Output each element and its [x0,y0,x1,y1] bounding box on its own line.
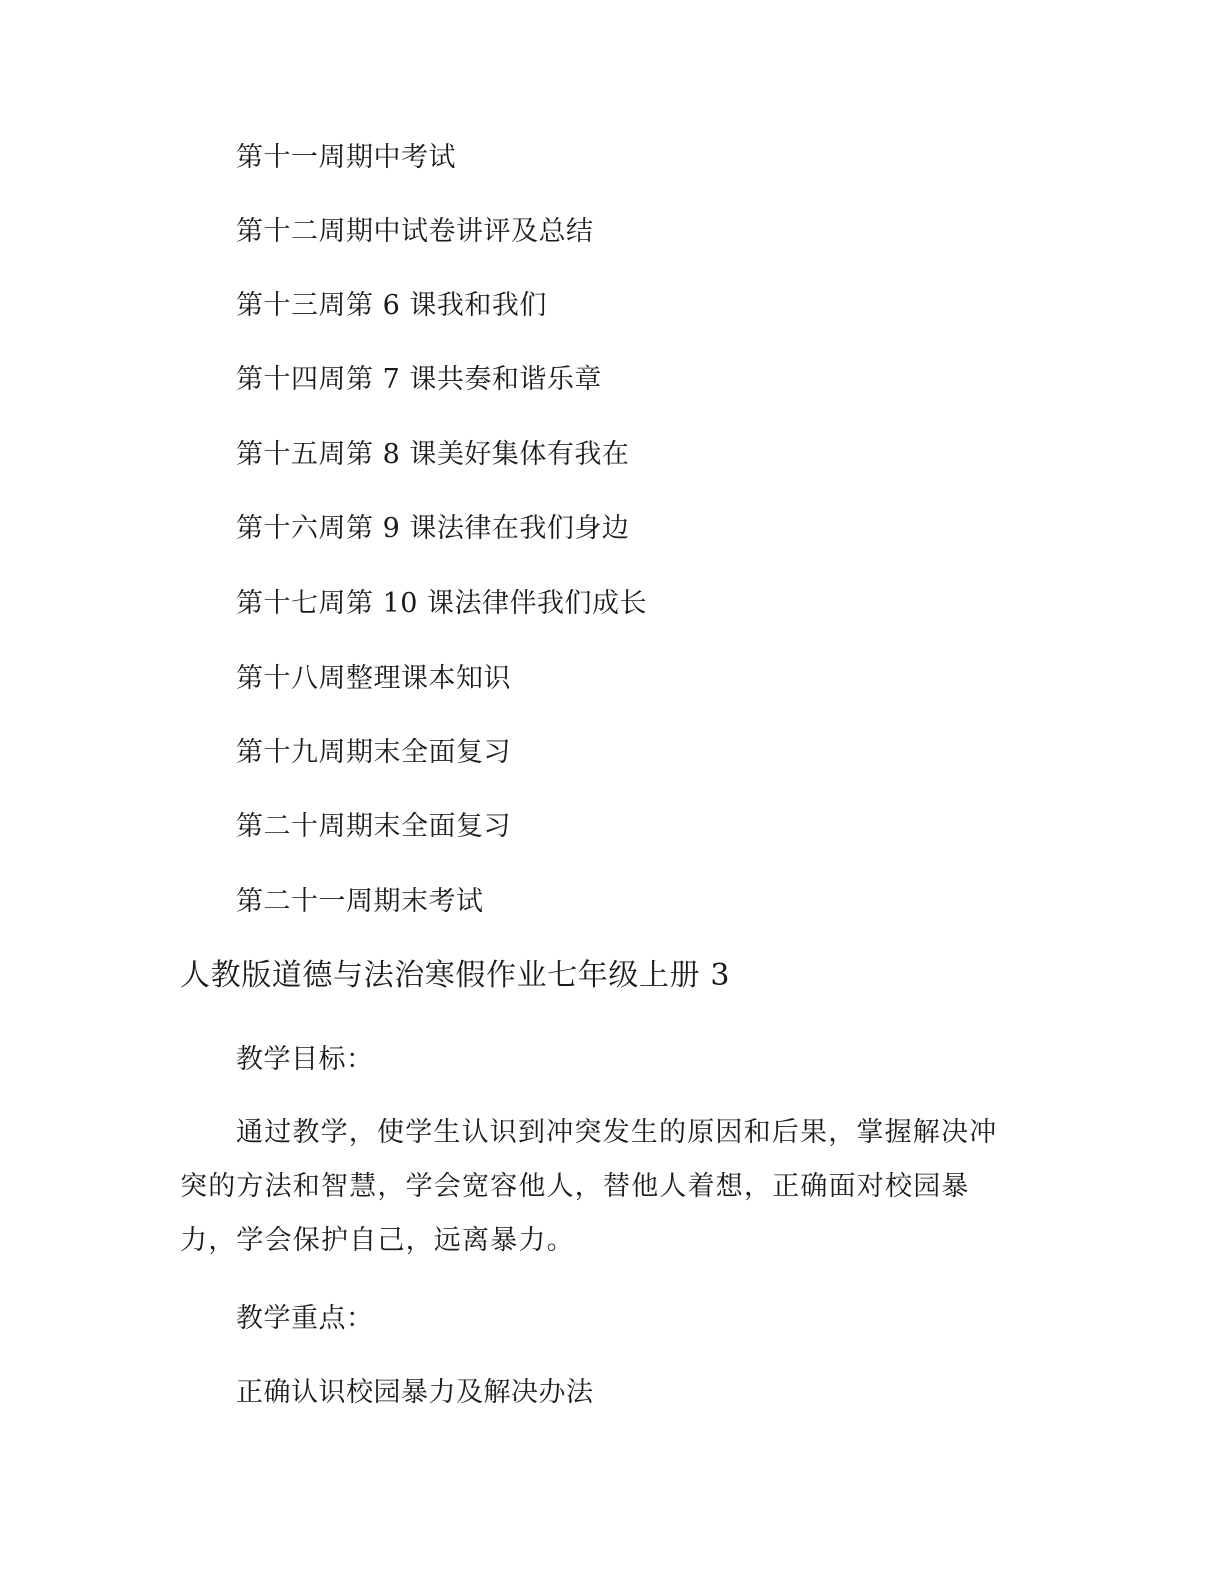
focus-label: 教学重点： [236,1303,374,1334]
schedule-week-19: 第十九周期末全面复习 [236,737,511,768]
schedule-week-15: 第十五周第 8 课美好集体有我在 [236,439,630,470]
schedule-week-16: 第十六周第 9 课法律在我们身边 [236,513,630,544]
schedule-week-14: 第十四周第 7 课共奏和谐乐章 [236,364,602,395]
schedule-week-18: 第十八周整理课本知识 [236,663,511,694]
schedule-week-21: 第二十一周期末考试 [236,886,484,917]
goals-label: 教学目标： [236,1044,374,1075]
schedule-week-12: 第十二周期中试卷讲评及总结 [236,216,594,247]
schedule-week-17: 第十七周第 10 课法律伴我们成长 [236,588,648,619]
schedule-week-13: 第十三周第 6 课我和我们 [236,290,547,321]
goals-paragraph: 通过教学，使学生认识到冲突发生的原因和后果，掌握解决冲突的方法和智慧，学会宽容他人，替他人着想，正确面对校园暴力，学会保护自己，远离暴力。 [180,1117,998,1256]
section-title: 人教版道德与法治寒假作业七年级上册 3 [180,958,731,993]
schedule-week-11: 第十一周期中考试 [236,142,456,173]
schedule-week-20: 第二十周期末全面复习 [236,811,511,842]
focus-text: 正确认识校园暴力及解决办法 [236,1377,594,1408]
